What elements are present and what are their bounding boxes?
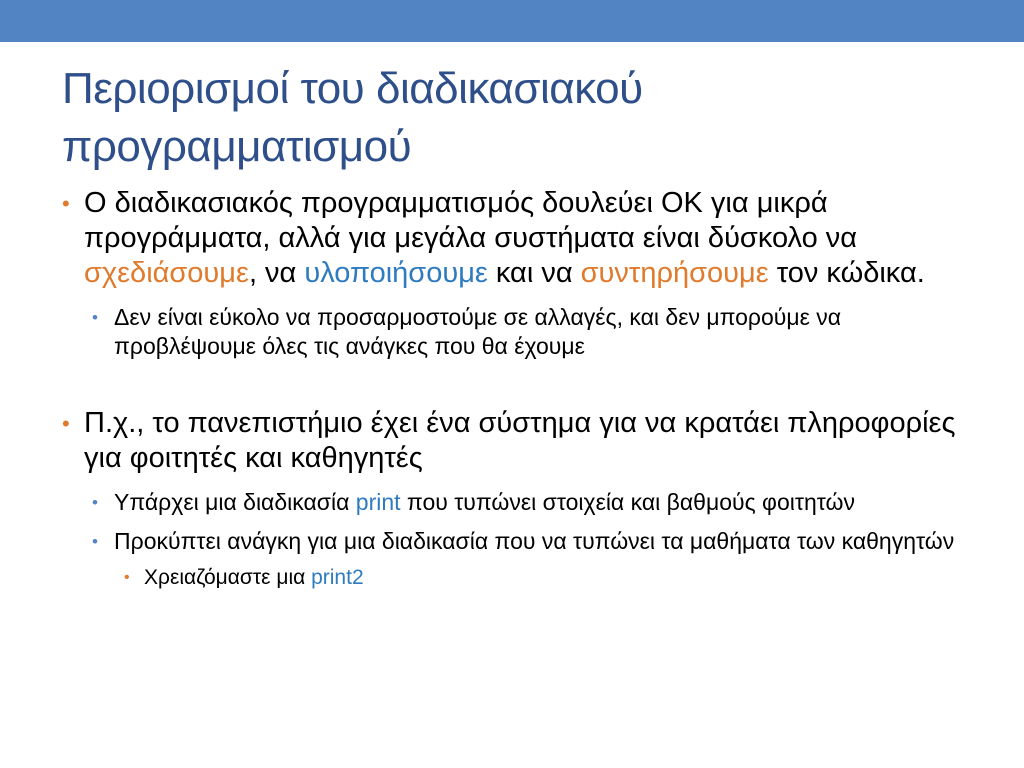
code-print2: print2 [311,566,364,589]
slide-title: Περιορισμοί του διαδικασιακού προγραμματισμού [62,64,643,171]
bullet-procedural-limits [62,186,962,291]
code-print: print [355,489,401,515]
bullet-university-example [62,406,962,476]
sub-bullet-text: Υπάρχει μια διαδικασία [114,489,356,515]
highlight-implement: υλοποιήσουμε [304,257,488,289]
sub-bullet-adapt-changes [62,303,962,361]
sub-bullet-dot-icon: • [92,493,98,512]
sub-bullet-new-need [62,527,962,556]
highlight-maintain: συντηρήσουμε [580,257,769,289]
sub-sub-bullet-dot-icon: • [124,569,130,586]
sub-bullet-print-procedure [62,488,962,517]
sub-bullet-text: που τυπώνει στοιχεία και βαθμούς φοιτητών [400,489,855,515]
bullet-text: , να [248,257,305,289]
highlight-design: σχεδιάσουμε [84,257,249,289]
sub-bullet-dot-icon: • [92,308,98,327]
sub-bullet-text: Δεν είναι εύκολο να προσαρμοστούμε σε αλλαγές, και δεν μπορούμε να προβλέψουμε όλες τις ανάγκες που θα έχουμε [114,304,842,359]
sub-sub-bullet-print2 [62,564,962,591]
bullet-text: και να [487,257,581,289]
bullet-text: Π.χ., το πανεπιστήμιο έχει ένα σύστημα για να κρατάει πληροφορίες για φοιτητές και καθηγητές [84,407,956,474]
bullet-text: Ο διαδικασιακός προγραμματισμός δουλεύει OK για μικρά προγράμματα, αλλά για μεγάλα συστήματα είναι δύσκολο να [84,187,858,254]
top-accent-bar [0,0,1024,42]
sub-sub-bullet-text: Χρειαζόμαστε μια [144,566,312,589]
bullet-dot-icon: • [62,411,70,436]
bullet-dot-icon: • [62,191,70,216]
bullet-text: τον κώδικα. [768,257,925,289]
sub-bullet-dot-icon: • [92,532,98,551]
sub-bullet-text: Προκύπτει ανάγκη για μια διαδικασία που να τυπώνει τα μαθήματα των καθηγητών [114,528,955,554]
slide-content [62,186,962,591]
